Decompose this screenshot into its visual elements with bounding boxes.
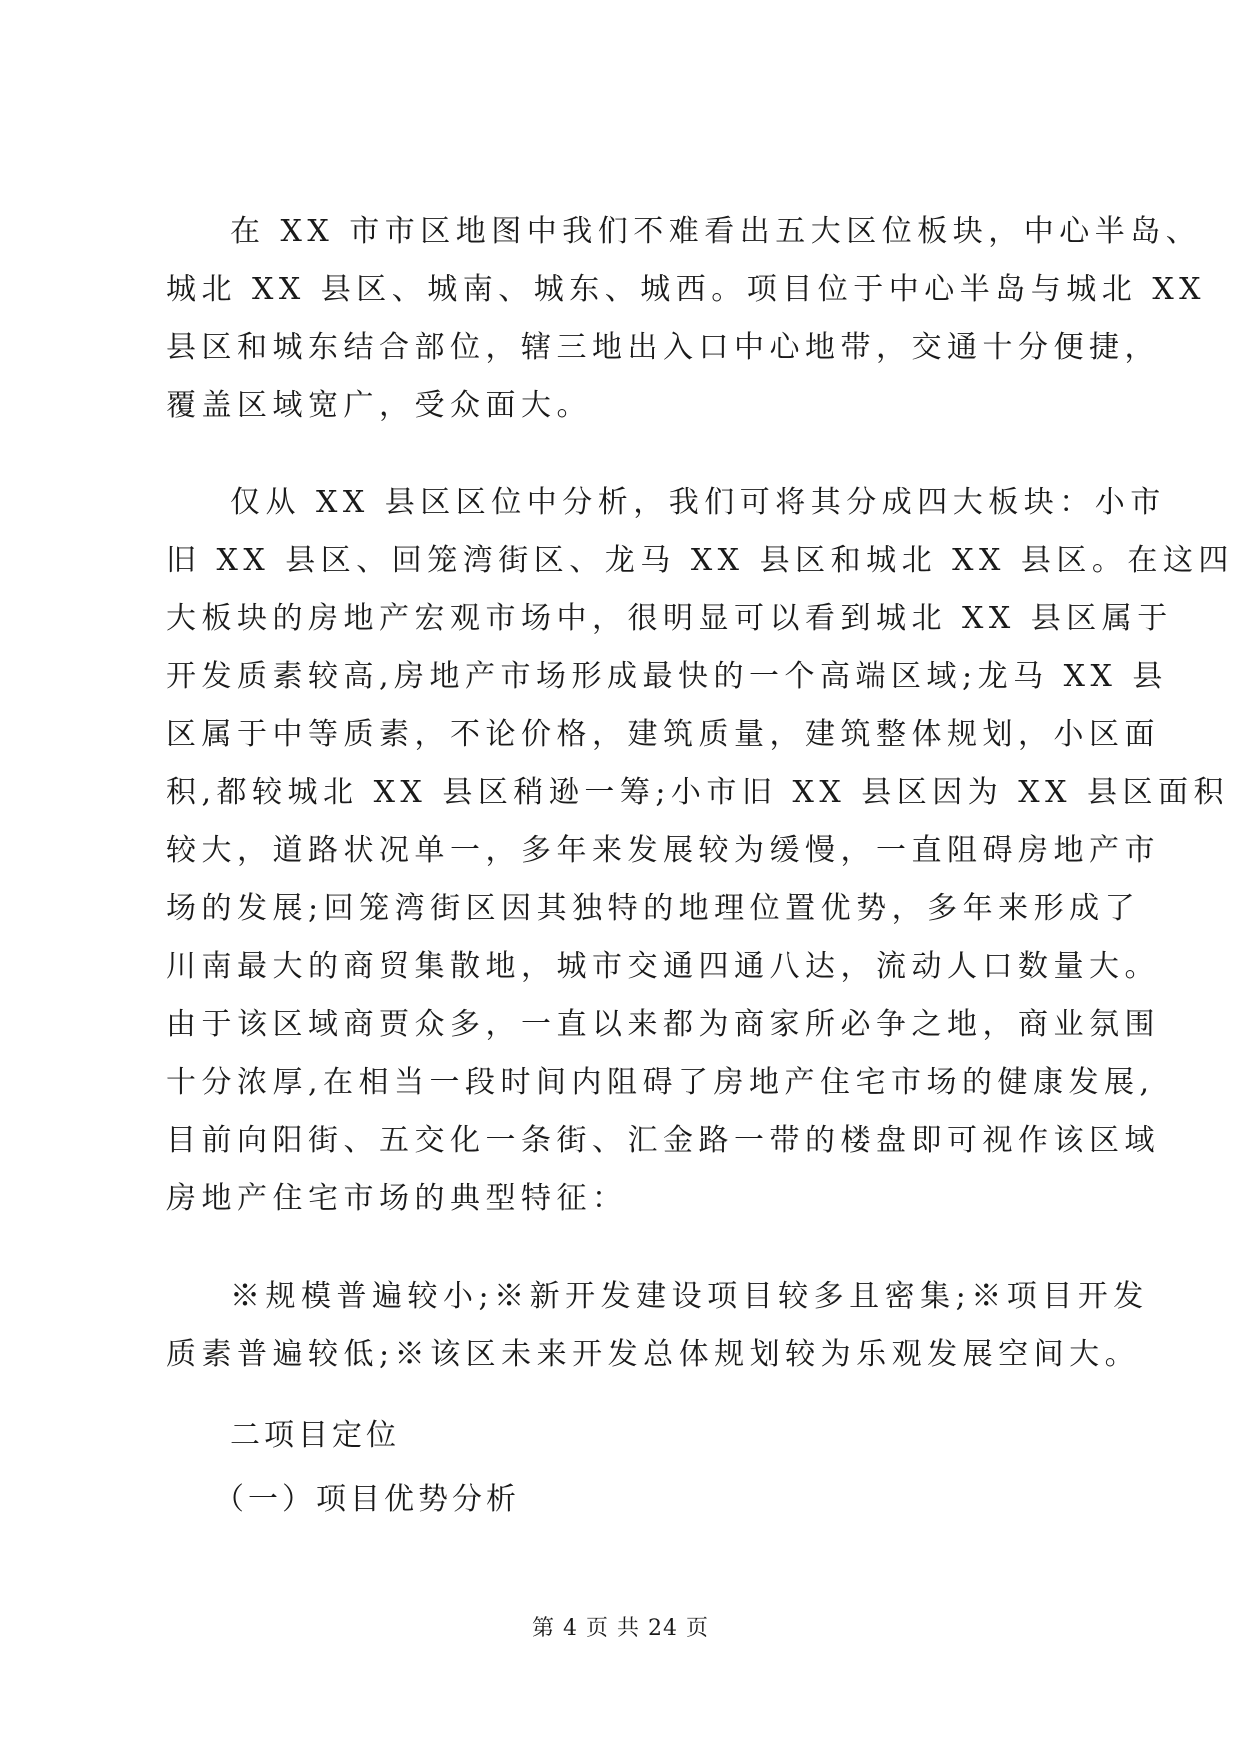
section-heading: 二项目定位 [230,1418,400,1453]
paragraph-2-line-8: 场的发展;回笼湾街区因其独特的地理位置优势，多年来形成了 [166,891,1141,926]
paragraph-2-line-13: 房地产住宅市场的典型特征： [166,1181,628,1216]
paragraph-2-line-4: 开发质素较高,房地产市场形成最快的一个高端区域;龙马 XX 县 [166,659,1168,694]
paragraph-2-line-12: 目前向阳街、五交化一条街、汇金路一带的楼盘即可视作该区域 [166,1123,1160,1158]
paragraph-1-line-4: 覆盖区域宽广，受众面大。 [166,388,592,423]
paragraph-1-line-1: 在 XX 市市区地图中我们不难看出五大区位板块，中心半岛、 [230,214,1202,249]
paragraph-2-line-6: 积,都较城北 XX 县区稍逊一筹;小市旧 XX 县区因为 XX 县区面积 [166,775,1230,810]
paragraph-2-line-1: 仅从 XX 县区区位中分析，我们可将其分成四大板块：小市 [230,485,1166,520]
paragraph-2-line-7: 较大，道路状况单一，多年来发展较为缓慢，一直阻碍房地产市 [166,833,1160,868]
paragraph-2-line-10: 由于该区域商贾众多，一直以来都为商家所必争之地，商业氛围 [166,1007,1160,1042]
subsection-heading: （一）项目优势分析 [214,1482,520,1517]
paragraph-2-line-9: 川南最大的商贸集散地，城市交通四通八达，流动人口数量大。 [166,949,1160,984]
page-number-footer: 第 4 页 共 24 页 [532,1616,709,1641]
paragraph-3-line-1: ※规模普遍较小;※新开发建设项目较多且密集;※项目开发 [230,1279,1149,1314]
paragraph-1-line-3: 县区和城东结合部位，辖三地出入口中心地带，交通十分便捷， [166,330,1160,365]
paragraph-2-line-2: 旧 XX 县区、回笼湾街区、龙马 XX 县区和城北 XX 县区。在这四 [166,543,1234,578]
paragraph-2-line-5: 区属于中等质素，不论价格，建筑质量，建筑整体规划，小区面 [166,717,1160,752]
paragraph-2-line-3: 大板块的房地产宏观市场中，很明显可以看到城北 XX 县区属于 [166,601,1173,636]
paragraph-1-line-2: 城北 XX 县区、城南、城东、城西。项目位于中心半岛与城北 XX [166,272,1207,307]
paragraph-2-line-11: 十分浓厚,在相当一段时间内阻碍了房地产住宅市场的健康发展, [166,1065,1155,1100]
paragraph-3-line-2: 质素普遍较低;※该区未来开发总体规划较为乐观发展空间大。 [166,1337,1141,1372]
